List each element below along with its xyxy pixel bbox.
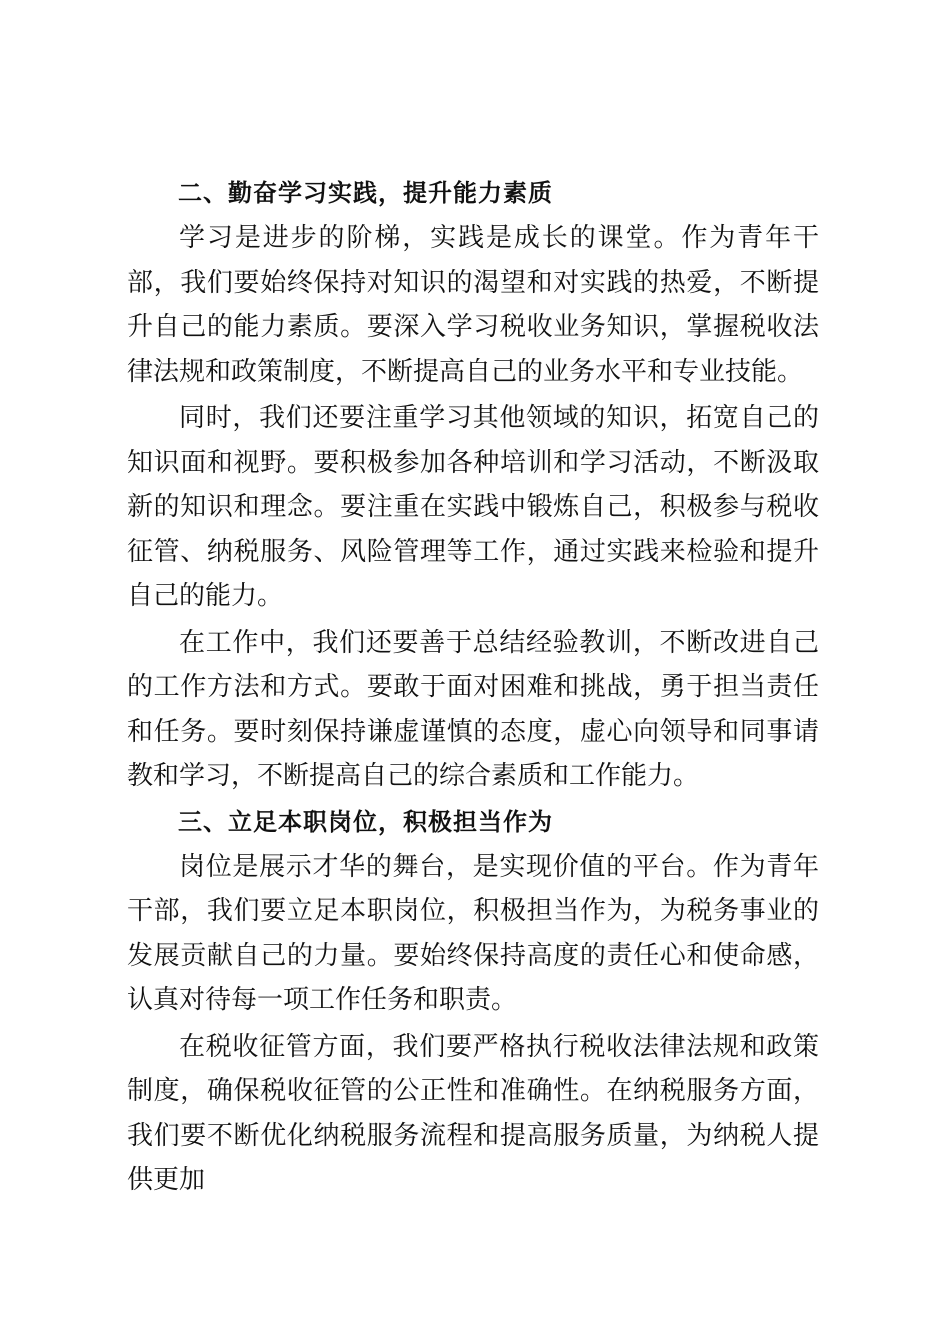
paragraph-5: 在税收征管方面，我们要严格执行税收法律法规和政策制度，确保税收征管的公正性和准确性。在纳税服务方面，我们要不断优化纳税服务流程和提高服务质量，为纳税人提供更加 [127, 1031, 819, 1195]
section-heading-2: 二、勤奋学习实践，提升能力素质 [178, 179, 553, 207]
section-heading-3: 三、立足本职岗位，积极担当作为 [178, 807, 553, 836]
paragraph-3: 在工作中，我们还要善于总结经验教训，不断改进自己的工作方法和方式。要敢于面对困难和挑战，勇于担当责任和任务。要时刻保持谦虚谨慎的态度，虚心向领导和同事请教和学习，不断提高自己的综合素质和工作能力。 [127, 627, 819, 791]
paragraph-1: 学习是进步的阶梯，实践是成长的课堂。作为青年干部，我们要始终保持对知识的渴望和对实践的热爱，不断提升自己的能力素质。要深入学习税收业务知识，掌握税收法律法规和政策制度，不断提高自己的业务水平和专业技能。 [127, 223, 819, 387]
document-body [127, 170, 819, 1203]
paragraph-4: 岗位是展示才华的舞台，是实现价值的平台。作为青年干部，我们要立足本职岗位，积极担当作为，为税务事业的发展贡献自己的力量。要始终保持高度的责任心和使命感，认真对待每一项工作任务和职责。 [127, 851, 819, 1015]
paragraph-2: 同时，我们还要注重学习其他领域的知识，拓宽自己的知识面和视野。要积极参加各种培训和学习活动，不断汲取新的知识和理念。要注重在实践中锻炼自己，积极参与税收征管、纳税服务、风险管理等工作，通过实践来检验和提升自己的能力。 [127, 403, 819, 611]
